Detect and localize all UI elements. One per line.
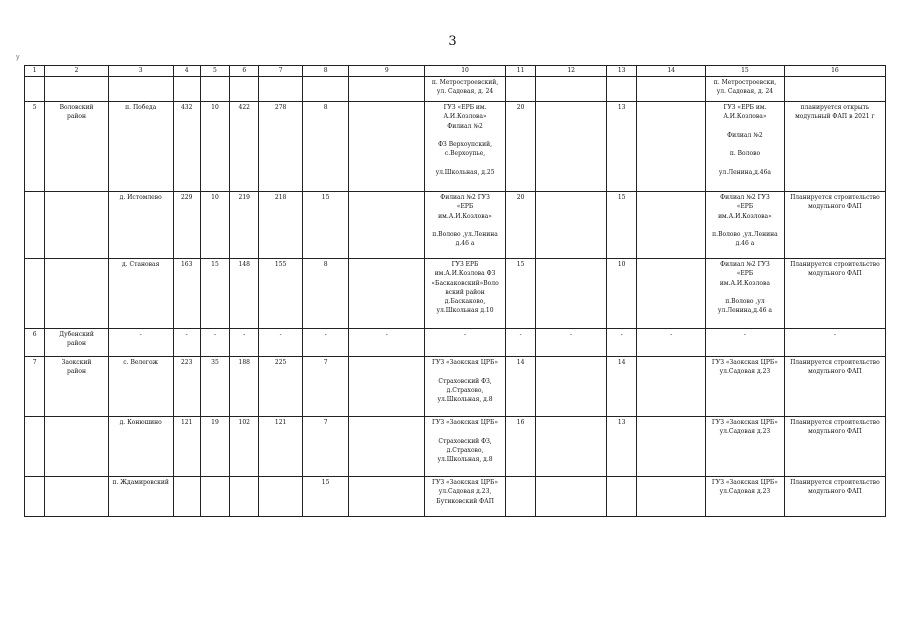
cell-text: 2 [74,67,79,74]
table-cell [349,417,425,477]
cell-text: 229 [180,194,193,201]
cell-text: Планируется строительство модульного ФАП [790,261,880,278]
table-cell [173,77,200,102]
table-cell [200,259,229,329]
table-cell [108,259,173,329]
table-cell [536,192,607,259]
table-cell [259,357,302,417]
table-cell [706,77,785,102]
cell-text: 14 [516,359,525,366]
cell-text: 15 [211,261,219,268]
table-cell [505,102,535,192]
cell-text: 102 [238,419,250,426]
cell-text: 155 [274,261,287,268]
facilities-table [24,65,886,517]
table-cell [200,357,229,417]
table-cell [607,259,637,329]
cell-text: Дубенский район [59,331,94,348]
table-cell [108,77,173,102]
table-header-row [25,66,886,77]
table-cell [200,329,229,357]
table-cell [259,329,302,357]
cell-text: 5 [32,104,37,111]
table-cell [108,102,173,192]
table-cell [349,357,425,417]
table-cell [349,477,425,517]
cell-text: 1 [32,67,37,74]
table-cell [706,357,785,417]
table-cell [607,192,637,259]
cell-text: 15 [321,194,330,201]
cell-text: 432 [180,104,193,111]
page-number: 3 [448,34,457,49]
table-cell [230,102,259,192]
cell-text: 6 [32,331,37,338]
table-cell [784,417,885,477]
column-number-cell [505,66,535,77]
table-cell [505,477,535,517]
cell-text: 5 [213,67,217,74]
cell-text: 8 [323,261,328,268]
table-cell [259,102,302,192]
table-cell [45,102,109,192]
table-cell [173,102,200,192]
cell-text: 10 [211,194,219,201]
table-cell [302,329,348,357]
table-cell [200,192,229,259]
table-cell [200,102,229,192]
cell-text: 10 [617,261,626,268]
table-cell [302,417,348,477]
cell-text: Планируется строительство модульного ФАП [790,359,880,376]
table-cell [607,102,637,192]
cell-text: 13 [617,67,626,74]
table-cell [425,329,506,357]
cell-text: 10 [211,104,219,111]
column-number-cell [706,66,785,77]
cell-text: - [139,331,142,338]
cell-text: - [743,331,746,338]
table-cell [784,329,885,357]
cell-text: - [833,331,836,338]
table-cell [45,357,109,417]
cell-text: 6 [242,67,247,74]
cell-text: 16 [831,67,839,74]
table-cell [505,329,535,357]
cell-text: 225 [274,359,287,366]
cell-text: 15 [321,479,330,486]
table-cell [302,192,348,259]
cell-text: ГУЗ «Заокская ЦРБ» ул.Садовая д.23, Бутиковский ФАП [432,479,499,505]
table-cell [230,259,259,329]
cell-text: Планируется строительство модульного ФАП [790,479,880,496]
table-cell [425,259,506,329]
table-cell [536,77,607,102]
cell-text: - [213,331,216,338]
cell-text: - [570,331,573,338]
cell-text: Филиал №2 ГУЗ «ЕРБ им.А.И.Козлова п.Волово ,ул ул.Ленина,д.46 а [717,261,772,315]
table-cell [25,77,45,102]
cell-text: 8 [323,104,328,111]
table-cell [259,417,302,477]
cell-text: ГУЗ «Заокская ЦРБ» ул.Садовая д.23 [711,479,778,496]
table-cell [200,417,229,477]
cell-text: 15 [741,67,749,74]
column-number-cell [536,66,607,77]
table-cell [230,329,259,357]
cell-text: п. Ждамировский [112,479,169,486]
cell-text: - [385,331,388,338]
column-number-cell [349,66,425,77]
cell-text: ГУЗ «Заокская ЦРБ» ул.Садовая д.23 [711,359,778,376]
cell-text: 219 [238,194,250,201]
table-cell [505,357,535,417]
table-cell [173,259,200,329]
table-cell [302,102,348,192]
table-cell [607,329,637,357]
table-cell [25,417,45,477]
table-cell [706,329,785,357]
table-cell [425,192,506,259]
column-number-cell [173,66,200,77]
column-number-cell [637,66,706,77]
cell-text: 14 [667,67,675,74]
table-cell [505,417,535,477]
table-cell [607,77,637,102]
cell-text: 20 [516,104,525,111]
cell-text: - [243,331,246,338]
table-cell [536,357,607,417]
cell-text: с. Велегож [123,359,159,366]
cell-text: ГУЗ «ЕРБ им. А.И.Козлова» Филиал №2 ФЗ Верхоупский, с.Верхоупье, ул.Школьная, д.25 [435,104,495,177]
table-cell [784,357,885,417]
cell-text: 148 [238,261,250,268]
cell-text: 218 [274,194,287,201]
cell-text: Филиал №2 ГУЗ «ЕРБ им.А.И.Козлова» п.Волово ,ул.Ленина д.46 а [712,194,778,248]
table-cell [637,192,706,259]
table-cell [173,357,200,417]
table-cell [25,192,45,259]
table-cell [45,417,109,477]
table-cell [45,77,109,102]
table-cell [349,329,425,357]
table-cell [637,417,706,477]
table-cell [536,477,607,517]
cell-text: 3 [138,67,143,74]
table-cell [607,417,637,477]
cell-text: - [519,331,522,338]
cell-text: Филиал №2 ГУЗ «ЕРБ им.А.И.Козлова» п.Волово ,ул.Ленина д.46 а [432,194,498,248]
cell-text: 223 [180,359,193,366]
cell-text: 422 [238,104,250,111]
table-row [25,357,886,417]
cell-text: 7 [323,419,328,426]
cell-text: - [670,331,673,338]
table-cell [425,357,506,417]
table-cell [637,477,706,517]
table-cell [302,77,348,102]
table-cell [173,477,200,517]
table-cell [230,477,259,517]
cell-text: д. Истомлево [119,194,162,201]
table-cell [108,417,173,477]
cell-text: - [464,331,467,338]
table-cell [637,329,706,357]
cell-text: 121 [180,419,193,426]
table-cell [425,77,506,102]
table-cell [200,77,229,102]
cell-text: 11 [516,67,525,74]
table-row [25,192,886,259]
cell-text: ГУЗ «Заокская ЦРБ» Страховский ФЗ, д.Страхово, ул.Школьная, д.8 [432,359,499,404]
table-cell [637,259,706,329]
cell-text: ГУЗ «Заокская ЦРБ» ул.Садовая д.23 [711,419,778,436]
column-number-cell [425,66,506,77]
table-cell [45,259,109,329]
cell-text: 9 [384,67,389,74]
table-cell [173,417,200,477]
table-cell [706,417,785,477]
cell-text: - [279,331,282,338]
cell-text: планируется открыть модульный ФАП в 2021 г [795,104,875,121]
table-cell [349,259,425,329]
cell-text: 35 [211,359,219,366]
table-cell [706,259,785,329]
table-cell [784,259,885,329]
cell-text: д. Конюшино [119,419,162,426]
table-cell [108,329,173,357]
table-cell [784,77,885,102]
cell-text: п. Метростроевски, ул. Садовая, д. 24 [713,79,777,96]
table-cell [259,477,302,517]
cell-text: 163 [180,261,193,268]
table-cell [425,102,506,192]
table-cell [505,192,535,259]
table-cell [784,192,885,259]
table-row [25,259,886,329]
cell-text: 278 [274,104,287,111]
cell-text: 13 [617,419,626,426]
cell-text: Планируется строительство модульного ФАП [790,419,880,436]
cell-text: 7 [323,359,328,366]
table-cell [25,259,45,329]
cell-text: 14 [617,359,626,366]
table-cell [25,329,45,357]
cell-text: - [324,331,327,338]
table-cell [784,477,885,517]
table-cell [230,417,259,477]
cell-text: 19 [211,419,219,426]
table-cell [259,192,302,259]
table-cell [108,192,173,259]
cell-text: Заокский район [61,359,92,376]
table-cell [25,102,45,192]
column-number-cell [200,66,229,77]
cell-text: Планируется строительство модульного ФАП [790,194,880,211]
table-row [25,477,886,517]
cell-text: п. Метростроевский, ул. Садовая, д. 24 [431,79,499,96]
table-cell [607,357,637,417]
table-cell [536,417,607,477]
table-cell [173,192,200,259]
table-cell [706,102,785,192]
cell-text: ГУЗ «Заокская ЦРБ» Страховский ФЗ, д.Страхово, ул.Школьная, д.8 [432,419,499,464]
cell-text: 8 [323,67,328,74]
table-cell [108,357,173,417]
table-cell [536,259,607,329]
column-number-cell [108,66,173,77]
table-cell [302,357,348,417]
table-row [25,102,886,192]
table-cell [200,477,229,517]
column-number-cell [259,66,302,77]
table-cell [349,77,425,102]
cell-text: д. Становая [122,261,160,268]
table-cell [108,477,173,517]
cell-text: - [620,331,623,338]
cell-text: 121 [274,419,287,426]
table-cell [25,357,45,417]
cell-text: 20 [516,194,525,201]
table-cell [536,329,607,357]
table-cell [45,477,109,517]
column-number-cell [607,66,637,77]
cell-text: ГУЗ ЕРБ им.А.И.Козлова ФЗ «Баскаковский»Воло вский район д.Баскаково, ул.Школьная д.10 [431,261,499,315]
table-cell [173,329,200,357]
cell-text: ГУЗ «ЕРБ им. А.И.Козлова» Филиал №2 п. Волово ул.Ленина,д.46а [718,104,771,177]
table-cell [230,357,259,417]
cell-text: 16 [516,419,525,426]
column-number-cell [784,66,885,77]
margin-mark: у [16,54,20,61]
table-row [25,417,886,477]
cell-text: Воловский район [59,104,94,121]
cell-text: 7 [32,359,37,366]
table-cell [45,329,109,357]
table-cell [259,77,302,102]
table-cell [349,192,425,259]
table-cell [302,477,348,517]
table-cell [302,259,348,329]
column-number-cell [45,66,109,77]
cell-text: 12 [567,67,575,74]
table-cell [637,77,706,102]
table-cell [784,102,885,192]
table-cell [706,477,785,517]
table-cell [505,77,535,102]
table-cell [706,192,785,259]
table-cell [637,102,706,192]
table-cell [25,477,45,517]
cell-text: 15 [516,261,525,268]
cell-text: п. Победа [125,104,157,111]
table-cell [505,259,535,329]
table-cell [607,477,637,517]
cell-text: 188 [238,359,250,366]
cell-text: 10 [461,67,469,74]
cell-text: 13 [617,104,626,111]
cell-text: 7 [278,67,283,74]
table-cell [230,192,259,259]
table-cell [349,102,425,192]
table-cell [230,77,259,102]
table-cell [425,417,506,477]
cell-text: 15 [617,194,626,201]
table-cell [536,102,607,192]
column-number-cell [25,66,45,77]
table-row [25,329,886,357]
column-number-cell [302,66,348,77]
table-cell [637,357,706,417]
table-cell [45,192,109,259]
table-row [25,77,886,102]
column-number-cell [230,66,259,77]
cell-text: 4 [184,67,189,74]
table-cell [425,477,506,517]
table-cell [259,259,302,329]
cell-text: - [185,331,188,338]
